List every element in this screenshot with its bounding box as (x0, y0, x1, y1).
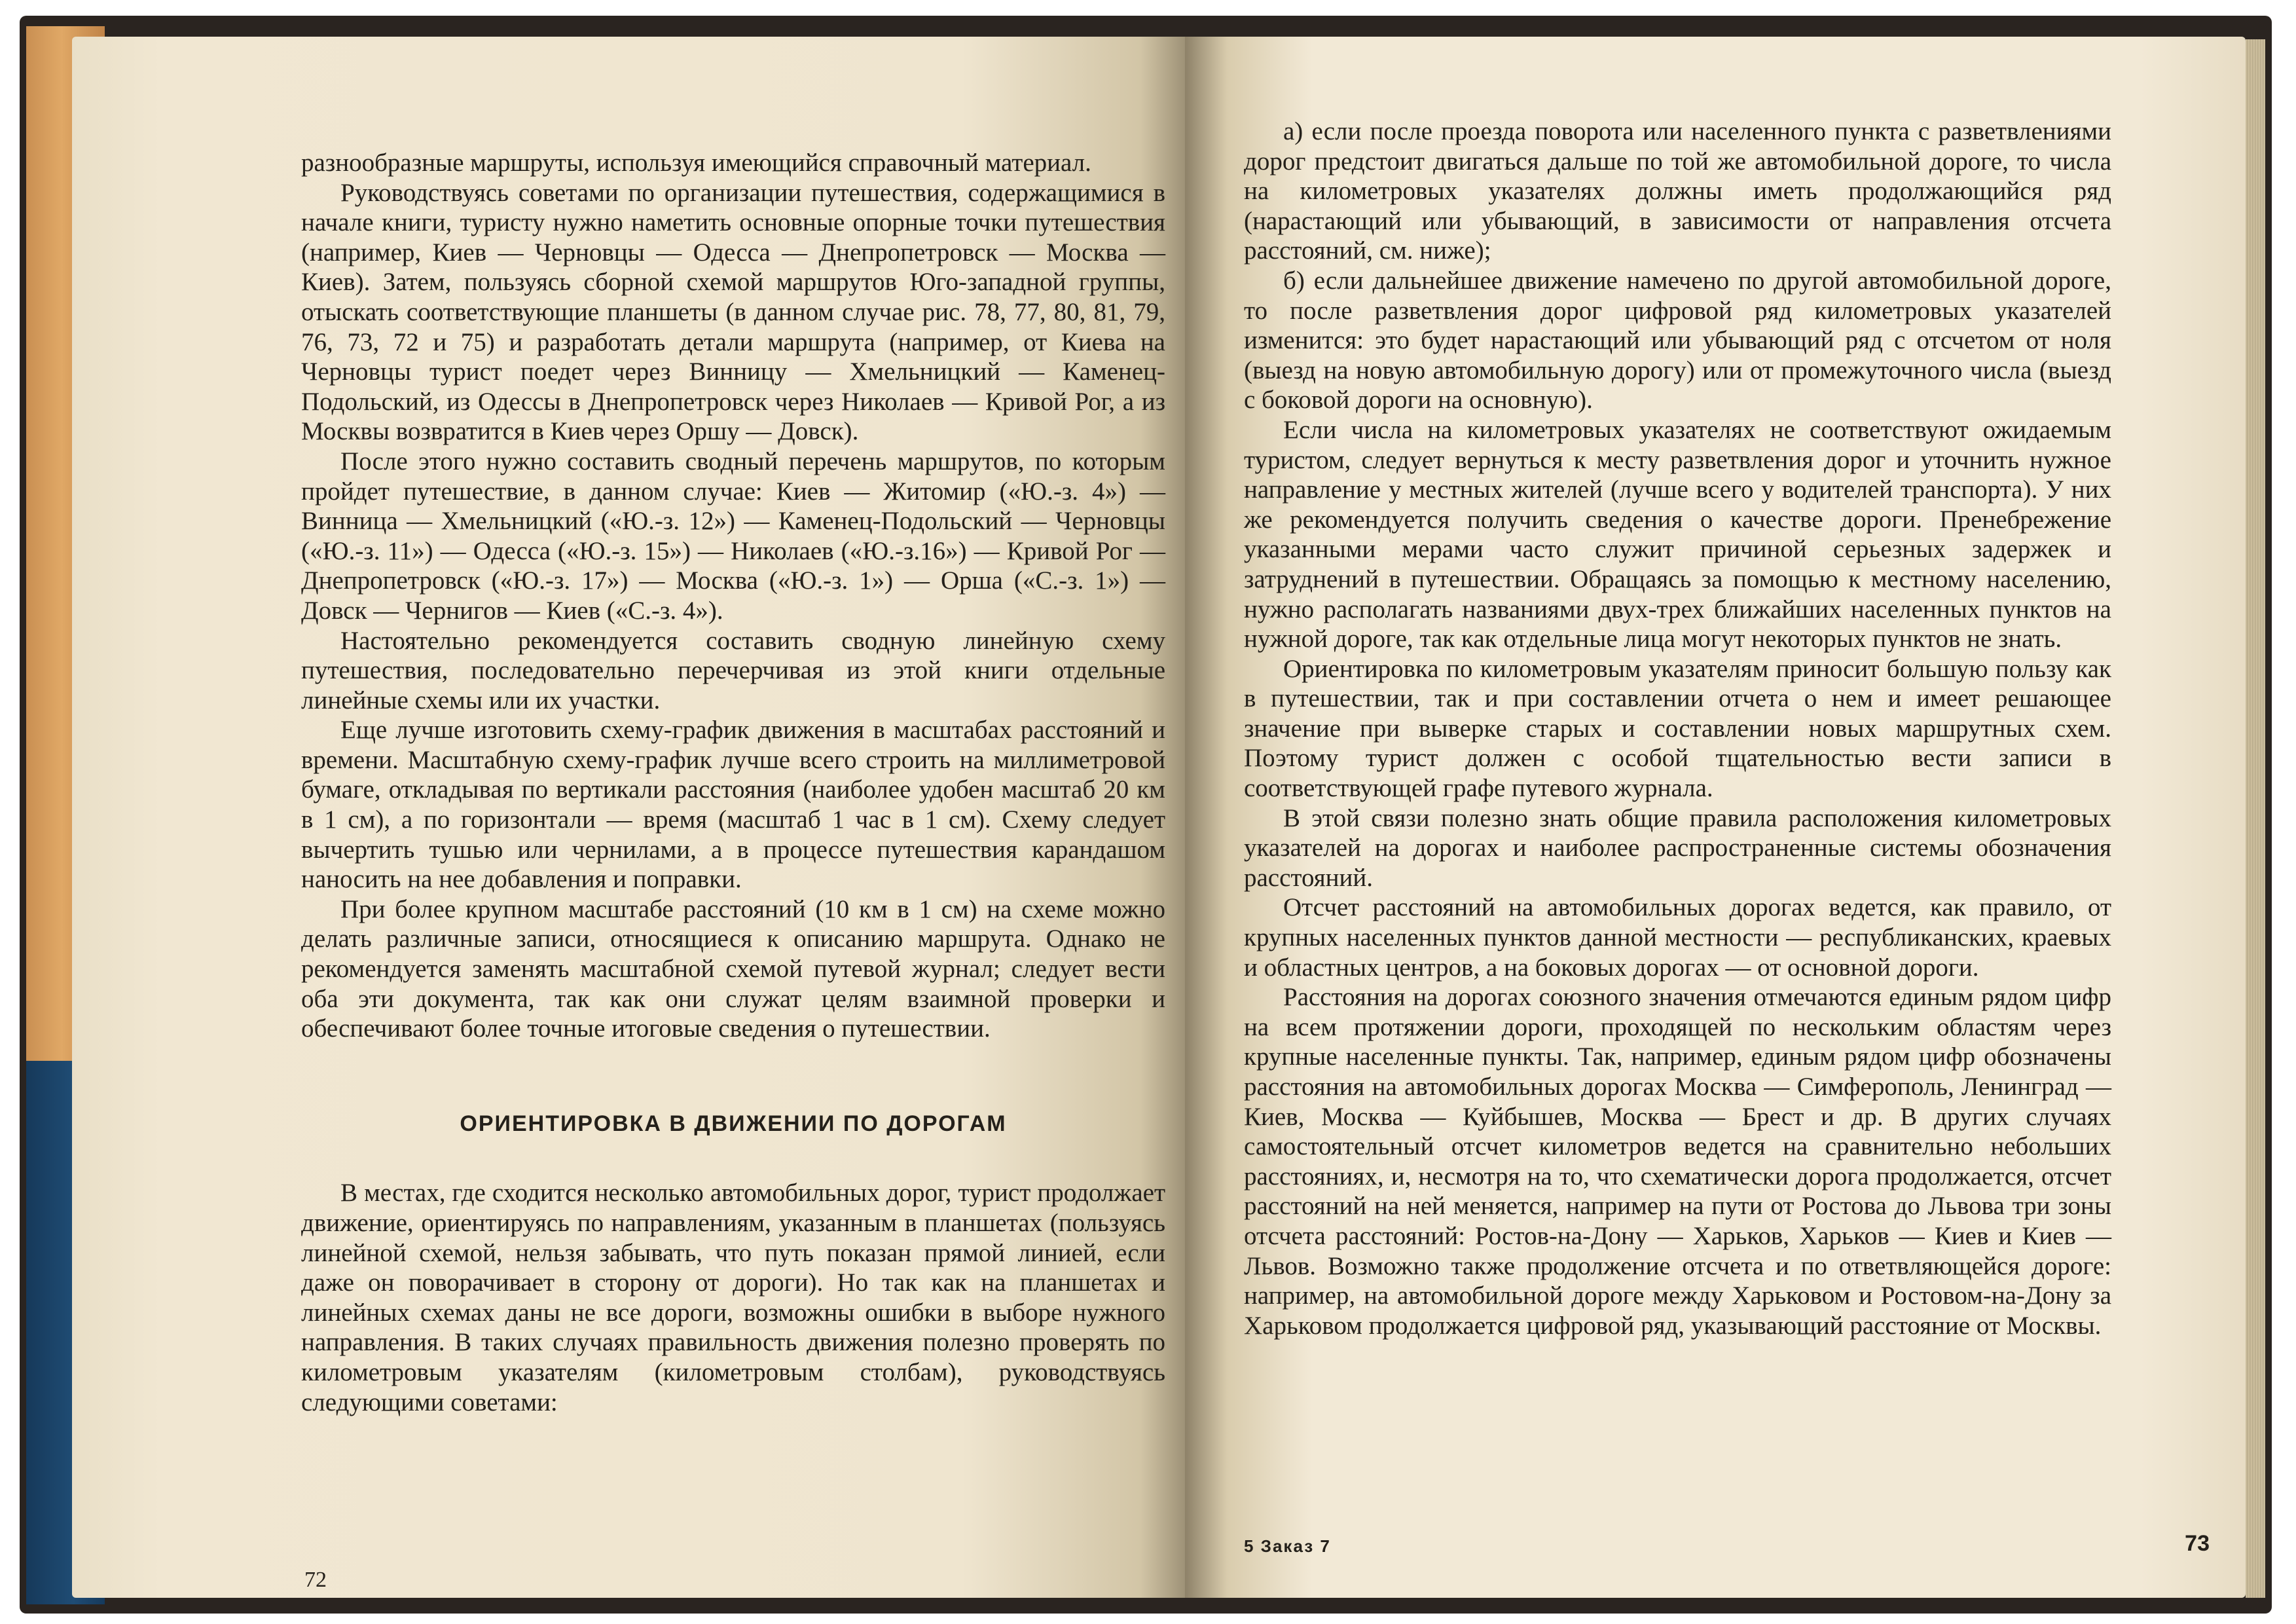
right-paragraph-6: Отсчет расстояний на автомобильных дорогах ведется, как правило, от крупных населенных пунктов данной местности — республиканских, краевых и областных центров, а на боковых дорогах — от основной дороги. (1244, 893, 2111, 982)
right-paragraph-7: Расстояния на дорогах союзного значения отмечаются единым рядом цифр на всем протяжении дороги, проходящей по нескольким областям через крупные населенные пункты. Так, например, единым рядом цифр обозначены расстояния на автомобильных дорогах Москва — Симферополь, Ленинград — Киев, Москва — Куйбышев, Москва — Брест и др. В других случаях самостоятельный отсчет километров ведется на сравнительно небольших расстояниях, и, несмотря на то, что схематически дорога продолжается, отсчет расстояний на ней меняется, например на пути от Ростова до Львова три зоны отсчета расстояний: Ростов-на-Дону — Харьков, Харьков — Киев и Киев — Львов. Возможно также продолжение отсчета и по ответвляющейся дороге: например, на автомобильной дороге между Харьковом и Ростовом-на-Дону за Харьковом продолжается цифровой ряд, указывающий расстояние от Москвы. (1244, 983, 2111, 1340)
right-paragraph-3: Если числа на километровых указателях не соответствуют ожидаемым туристом, следует вернуться к месту разветвления дорог и уточнить нужное направление у местных жителей (лучше всего у водителей транспорта). У них же рекомендуется получить сведения о качестве дороги. Пренебрежение указанными мерами часто служит причиной серьезных задержек и затруднений в путешествии. Обращаясь за помощью к местному населению, нужно располагать названиями двух-трех ближайших населенных пунктов на нужной дороге, так как отдельные лица могут некоторых пунктов не знать. (1244, 415, 2111, 654)
right-paragraph-2: б) если дальнейшее движение намечено по другой автомобильной дороге, то после разветвления дорог цифровой ряд километровых указателей изменится: это будет нарастающий или убывающий ряд с отсчетом от ноля (выезд на новую автомобильную дорогу) или от промежуточного числа (выезд с боковой дороги на основную). (1244, 266, 2111, 415)
page-edges (2246, 39, 2265, 1598)
right-paragraph-5: В этой связи полезно знать общие правила расположения километровых указателей на дорогах и наиболее распространенные системы обозначения расстояний. (1244, 803, 2111, 892)
left-paragraph-6: При более крупном масштабе расстояний (10 км в 1 см) на схеме можно делать различные записи, относящиеся к описанию маршрута. Однако не рекомендуется заменять масштабной схемой путевой журнал; следует вести оба эти документа, так как они служат целям взаимной проверки и обеспечивают более точные итоговые сведения о путешествии. (301, 895, 1165, 1043)
page-number-left: 72 (304, 1568, 327, 1592)
left-paragraph-7: В местах, где сходится несколько автомобильных дорог, турист продолжает движение, ориентируясь по направлениям, указанным в планшетах (пользуясь линейной схемой, нельзя забывать, что путь показан прямой линией, если даже он поворачивает в сторону от дороги). Но так как на планшетах и линейных схемах даны не все дороги, возможны ошибки в выборе нужного направления. В таких случаях правильность движения полезно проверять по километровым указателям (километровым столбам), руководствуясь следующими советами: (301, 1179, 1165, 1416)
right-page (1185, 37, 2246, 1598)
left-page (72, 37, 1185, 1598)
right-paragraph-4: Ориентировка по километровым указателям приносит большую пользу как в путешествии, так и при составлении отчета о нем и имеет решающее значение при выверке старых и составлении новых маршрутных схем. Поэтому турист должен с особой тщательностью вести записи в соответствующей графе путевого журнала. (1244, 654, 2111, 803)
left-paragraph-4: Настоятельно рекомендуется составить сводную линейную схему путешествия, последовательно перечерчивая из этой книги отдельные линейные схемы или их участки. (301, 626, 1165, 714)
left-paragraph-3: После этого нужно составить сводный перечень маршрутов, по которым пройдет путешествие, в данном случае: Киев — Житомир («Ю.-з. 4») — Винница — Хмельницкий («Ю.-з. 12») — Каменец-Подольский — Черновцы («Ю.-з. 11») — Одесса («Ю.-з. 15») — Николаев («Ю.-з.16») — Кривой Рог — Днепропетровск («Ю.-з. 17») — Москва («Ю.-з. 1») — Орша («С.-з. 1») — Довск — Чернигов — Киев («С.-з. 4»). (301, 447, 1165, 625)
right-page-text (1244, 117, 2111, 1340)
right-paragraph-1: а) если после проезда поворота или населенного пункта с разветвлениями дорог предстоит двигаться дальше по той же автомобильной дороге, то числа на километровых указателях должны иметь продолжающийся ряд (нарастающий или убывающий, в зависимости от направления отсчета расстояний, см. ниже); (1244, 117, 2111, 265)
printer-signature-mark: 5 Заказ 7 (1244, 1536, 1331, 1556)
left-paragraph-2: Руководствуясь советами по организации путешествия, содержащимися в начале книги, туристу нужно наметить основные опорные точки путешествия (например, Киев — Черновцы — Одесса — Днепропетровск — Москва — Киев). Затем, пользуясь сборной схемой маршрутов Юго-западной группы, отыскать соответствующие планшеты (в данном случае рис. 78, 77, 80, 81, 79, 76, 73, 72 и 75) и разработать детали маршрута (например, от Киева на Черновцы турист поедет через Винницу — Хмельницкий — Каменец-Подольский, из Одессы в Днепропетровск через Николаев — Кривой Рог, а из Москвы возвратится в Киев через Оршу — Довск). (301, 178, 1165, 446)
section-heading: ОРИЕНТИРОВКА В ДВИЖЕНИИ ПО ДОРОГАМ (460, 1111, 1007, 1136)
left-page-text (301, 148, 1165, 1417)
page-number-right: 73 (2185, 1531, 2210, 1556)
left-paragraph-1: разнообразные маршруты, используя имеющийся справочный материал. (301, 149, 1091, 177)
left-paragraph-5: Еще лучше изготовить схему-график движения в масштабах расстояний и времени. Масштабную схему-график лучше всего строить на миллиметровой бумаге, откладывая по вертикали расстояния (наиболее удобен масштаб 20 км в 1 см), а по горизонтали — время (масштаб 1 час в 1 см). Схему следует вычертить тушью или чернилами, а в процессе путешествия карандашом наносить на нее добавления и поправки. (301, 716, 1165, 894)
